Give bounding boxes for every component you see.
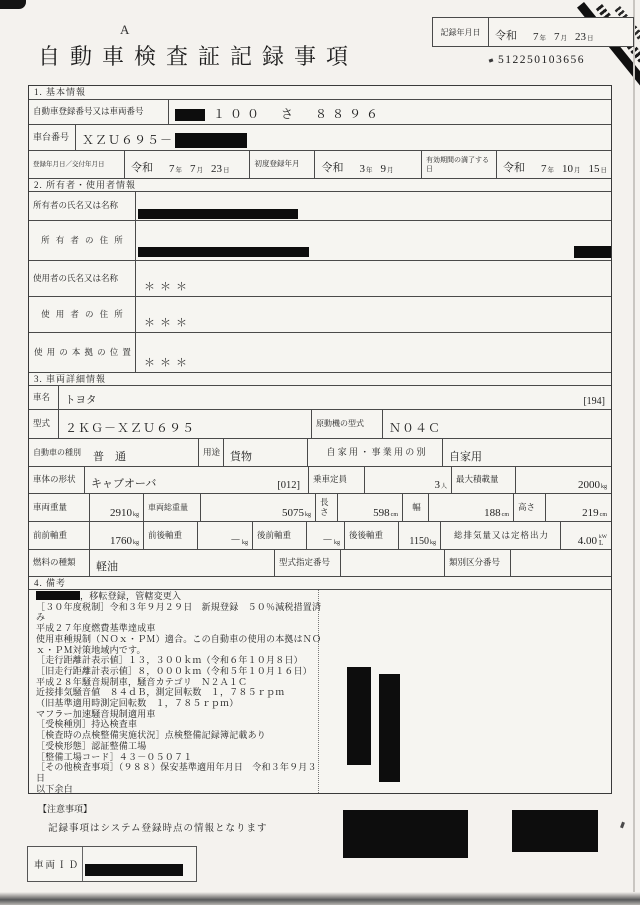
owner-name-label: 所有者の氏名又は名称 [29,192,136,220]
body-shape-value: キャブオーバ [91,478,157,490]
body-shape-label: 車体の形状 [29,467,85,493]
remarks-text [29,590,322,794]
axle-rf-label: 後前軸重 [253,522,307,549]
redaction-box [512,810,598,852]
redaction-box [343,810,468,858]
type-approval-value [341,550,445,576]
vehicle-weight-value: 2910 [110,507,132,519]
axle-rr-value: 1150 [409,536,429,547]
use-type-value: 貨物 [224,439,308,466]
redaction-box [347,667,371,765]
displacement-unit-l: L [599,539,604,547]
fuel-type-label: 燃料の種類 [29,550,90,576]
axle-fr-value: － [230,534,241,546]
remark-line: マフラー加速騒音規制適用車 [36,708,156,719]
remark-line: ［検査時の点検整備実施状況］点検整備記録簿記載あり [36,730,267,741]
section2-header: 2. 所有者・使用者情報 [29,178,611,191]
expiry-date-value: 令和 7 年 10 月 15 日 [503,162,607,175]
redaction-box [175,133,247,148]
axle-rf-value: － [322,534,333,546]
class-code-label: 類別区分番号 [445,550,511,576]
vehicle-kind-label: 自動車の種別 [33,447,81,457]
registration-number-label: 自動車登録番号又は車両番号 [29,100,169,124]
private-business-label: 自 家 用 ・ 事 業 用 の 別 [308,439,443,466]
width-label: 幅 [403,494,429,521]
engine-model-value: Ｎ０４Ｃ [389,421,442,435]
redaction-box [85,864,183,876]
owner-address-row [29,220,611,260]
notice-body: 記録事項はシステム登録時点の情報となります [48,824,268,834]
base-location-value: ＊＊＊ [144,357,192,369]
vehicle-kind-row [29,438,611,466]
user-address-row [29,296,611,332]
inspection-record-table [28,85,612,794]
first-registration-label: 初度登録年月 [250,151,315,178]
axle-ff-label: 前前軸重 [29,522,90,549]
remark-line: （旧基準適用時測定回転数 １，７８５ｒｐｍ） [36,698,239,709]
scan-speck [620,822,625,829]
remark-line: 平成２７年度燃費基準達成車 [36,623,156,634]
registration-date-value: 令和 7 年 7 月 23 日 [125,151,250,178]
capacity-value: 3 [434,479,440,491]
dates-row [29,150,611,178]
remarks-blank-area [319,590,611,793]
user-address-label: 使 用 者 の 住 所 [29,297,136,332]
weights-row: 車両重量 2910 kg 車両総重量 5075 kg 長さ 598 cm 幅 188 cm 高さ 219 cm [29,493,611,521]
redaction-box [36,591,80,600]
redaction-box [138,247,309,257]
remark-line: ｘ・ＰＭ対策地域内です。 [36,644,146,655]
record-date-box [432,17,634,47]
car-name-row [29,385,611,409]
remark-line: 使用車種規制（ＮＯｘ・ＰＭ）適合。この自動車の使用の本拠はＮＯ [36,633,322,644]
notice-title: 【注意事項】 [38,804,93,814]
page-edge-shadow-bottom [0,892,640,905]
vehicle-kind-value: 普 通 [93,451,126,463]
axle-ff-value: 1760 [110,535,132,547]
private-business-value: 自家用 [449,451,482,463]
registration-number-value: １００ さ ８８９６ [213,107,384,121]
remark-line: ［３０年度税制］令和３年９月２９日 新規登録 ５０％減税措置済 [36,601,322,612]
model-value: ２ＫＧ－ＸＺＵ６９５ [59,410,312,438]
car-name-code: [194] [583,396,605,407]
displacement-label: 総排気量又は定格出力 [441,522,561,549]
type-approval-label: 型式指定番号 [275,550,341,576]
remark-line: ［整備工場コード］４３－０５０７１ [36,751,193,762]
user-name-value: ＊＊＊ [144,281,192,293]
remark-line: ［受検形態］認証整備工場 [36,740,147,751]
length-value: 598 [373,507,390,519]
owner-name-row [29,191,611,220]
registration-number-row [29,99,611,124]
remarks-area [29,589,611,793]
vehicle-id-label: 車両ＩＤ [28,847,83,881]
body-shape-row: 車体の形状 キャブオーバ [012] 乗車定員 3 人 最大積載量 2000 kg [29,466,611,493]
chassis-number-label: 車台番号 [29,125,76,150]
base-location-label: 使 用 の 本 拠 の 位 置 [29,333,136,372]
body-shape-code: [012] [277,480,300,491]
gross-weight-label: 車両総重量 [144,494,201,521]
user-name-row [29,260,611,296]
expiry-date-label: 有効期間の満了する日 [422,151,497,178]
max-load-label: 最大積載量 [452,467,516,493]
height-value: 219 [582,507,599,519]
remark-line: ［その他検査事項］（９８８）保安基準適用年月日 令和３年９月３ [36,762,317,773]
height-label: 高さ [514,494,546,521]
user-address-value: ＊＊＊ [144,317,192,329]
length-label: 長さ [316,494,338,521]
model-row [29,409,611,438]
form-corner-label: A [120,22,131,37]
axle-fr-label: 前後軸重 [144,522,198,549]
remark-line: ［走行距離計表示値］１３，３００ｋｍ（令和６年１０月８日） [36,655,303,666]
width-value: 188 [484,507,501,519]
remark-line: み [36,612,46,623]
car-name-label: 車名 [29,386,59,409]
user-name-label: 使用者の氏名又は名称 [29,261,136,296]
vehicle-id-value [83,847,196,881]
gross-weight-value: 5075 [282,507,304,519]
max-load-value: 2000 [578,479,600,491]
redaction-box [574,246,611,258]
displacement-value: 4.00 [577,535,598,547]
vehicle-id-box [27,846,197,882]
section1-header: 1. 基本情報 [34,87,87,97]
axle-rr-label: 後後軸重 [345,522,399,549]
registration-date-label: 登録年月日／交付年月日 [29,151,125,178]
page-edge-shadow-right [633,0,635,893]
remark-line: ［旧走行距離計表示値］８，０００ｋｍ（令和５年１０月１６日） [36,665,313,676]
record-date-value: 令和 7 年 7 月 23 日 [495,30,594,43]
remark-line: 以下余白 [36,783,73,794]
remark-line: 日 [36,772,46,783]
axle-weights-row: 前前軸重 1760 kg 前後軸重 － kg 後前軸重 － kg 後後軸重 1150 kg 総排気量又は定格出力 4.00 kW L [29,521,611,549]
page-title: 自動車検査証記録事項 [38,44,359,69]
section3-header: 3. 車両詳細情報 [29,372,611,385]
class-code-value [511,550,611,576]
fuel-row [29,549,611,576]
redaction-box [379,674,400,782]
remark-line: 平成２８年騒音規制車，騒音カテゴリ Ｎ２Ａ１Ｃ [36,676,248,687]
chassis-number-value: ＸＺＵ６９５－ [82,133,174,147]
remark-line: 近接排気騒音値 ８４ｄＢ，測定回転数 １，７８５ｒｐｍ [36,687,285,698]
remark-line: ［受検種別］持込検査車 [36,719,138,730]
remark-line: ，移転登録，管轄変更入 [36,591,316,602]
record-date-label: 記録年月日 [433,18,489,46]
use-type-label: 用途 [199,439,224,466]
section4-header: 4. 備考 [29,576,611,589]
chassis-number-row [29,124,611,150]
engine-model-label: 原動機の型式 [312,410,383,438]
first-registration-value: 令和 3 年 9 月 [315,151,422,178]
document-number: 512250103656 [498,54,585,66]
displacement-unit-kw: kW [599,533,607,540]
car-name-value: トヨタ [65,395,97,406]
redaction-box [138,209,298,219]
owner-address-label: 所 有 者 の 住 所 [29,221,136,260]
fuel-type-value: 軽油 [90,550,275,576]
model-label: 型式 [29,410,59,438]
scan-dot [489,58,494,62]
base-location-row [29,332,611,372]
scan-artifact-top-left [0,0,26,9]
capacity-label: 乗車定員 [309,467,365,493]
vehicle-weight-label: 車両重量 [29,494,90,521]
redaction-box [175,109,205,121]
